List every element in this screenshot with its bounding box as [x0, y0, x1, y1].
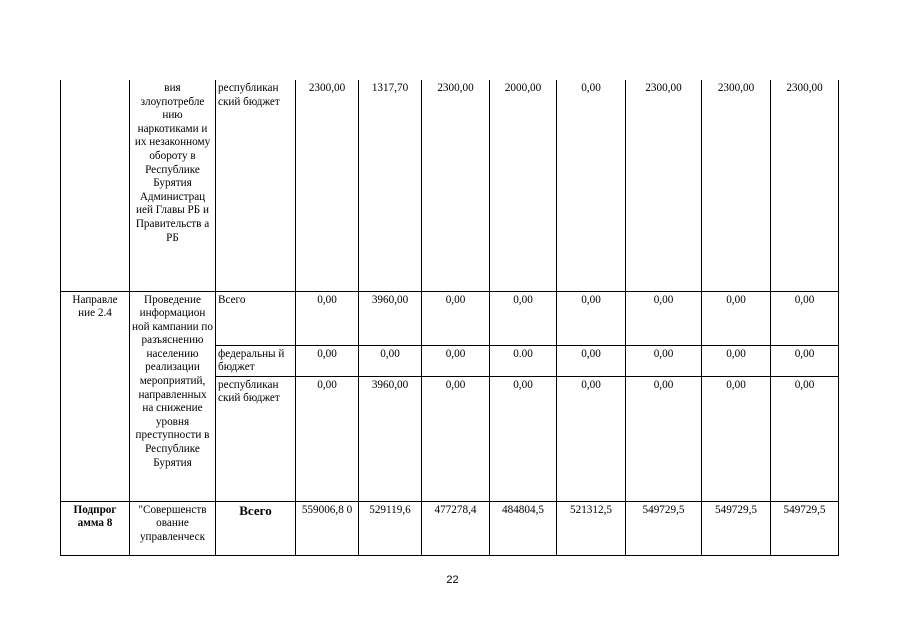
value-cell: 0,00 — [422, 376, 490, 501]
value-cell: 2300,00 — [422, 80, 490, 291]
activity-cell: вия злоупотребле нию наркотиками и их незаконному обороту в Республике Бурятия Администрац ией Главы РБ и Правительств а РБ — [130, 80, 216, 291]
subprogram-cell: Подпрог амма 8 — [61, 501, 130, 555]
value-cell: 3960,00 — [359, 376, 422, 501]
value-cell: 0,00 — [557, 376, 626, 501]
table-row — [61, 291, 839, 345]
value-cell: 0,00 — [490, 291, 557, 345]
source-cell: республикан ский бюджет — [216, 376, 296, 501]
value-cell: 0,00 — [771, 345, 839, 376]
value-cell: 2300,00 — [296, 80, 359, 291]
value-cell: 0,00 — [771, 376, 839, 501]
activity-cell: "Совершенств ование управленческ — [130, 501, 216, 555]
value-cell: 0,00 — [359, 345, 422, 376]
table-row — [61, 80, 839, 291]
value-cell: 484804,5 — [490, 501, 557, 555]
value-cell: 0,00 — [296, 376, 359, 501]
value-cell: 0,00 — [557, 80, 626, 291]
value-cell: 0,00 — [557, 345, 626, 376]
value-cell: 0.00 — [490, 345, 557, 376]
direction-cell: Направле ние 2.4 — [61, 291, 130, 501]
value-cell: 521312,5 — [557, 501, 626, 555]
value-cell: 549729,5 — [626, 501, 702, 555]
value-cell: 0,00 — [626, 376, 702, 501]
source-cell: Всего — [216, 291, 296, 345]
budget-table — [60, 80, 839, 556]
source-cell: республикан ский бюджет — [216, 80, 296, 291]
page-number: 22 — [446, 574, 459, 586]
value-cell: 0,00 — [422, 345, 490, 376]
table-row — [61, 501, 839, 555]
value-cell: 2300,00 — [771, 80, 839, 291]
value-cell: 529119,6 — [359, 501, 422, 555]
value-cell: 477278,4 — [422, 501, 490, 555]
value-cell: 0,00 — [557, 291, 626, 345]
value-cell: 0,00 — [771, 291, 839, 345]
value-cell: 0,00 — [702, 291, 771, 345]
source-cell: федеральны й бюджет — [216, 345, 296, 376]
value-cell: 2000,00 — [490, 80, 557, 291]
value-cell: 0,00 — [626, 291, 702, 345]
direction-cell — [61, 80, 130, 291]
value-cell: 0,00 — [490, 376, 557, 501]
value-cell: 0,00 — [296, 345, 359, 376]
source-cell: Всего — [216, 501, 296, 555]
value-cell: 0,00 — [702, 376, 771, 501]
value-cell: 549729,5 — [771, 501, 839, 555]
activity-cell: Проведение информацион ной кампании по разъяснению населению реализации мероприятий, направленных на снижение уровня преступности в Республике Бурятия — [130, 291, 216, 501]
value-cell: 0,00 — [296, 291, 359, 345]
value-cell: 2300,00 — [626, 80, 702, 291]
value-cell: 0,00 — [626, 345, 702, 376]
value-cell: 0,00 — [702, 345, 771, 376]
value-cell: 549729,5 — [702, 501, 771, 555]
value-cell: 3960,00 — [359, 291, 422, 345]
value-cell: 2300,00 — [702, 80, 771, 291]
value-cell: 559006,8 0 — [296, 501, 359, 555]
value-cell: 1317,70 — [359, 80, 422, 291]
value-cell: 0,00 — [422, 291, 490, 345]
